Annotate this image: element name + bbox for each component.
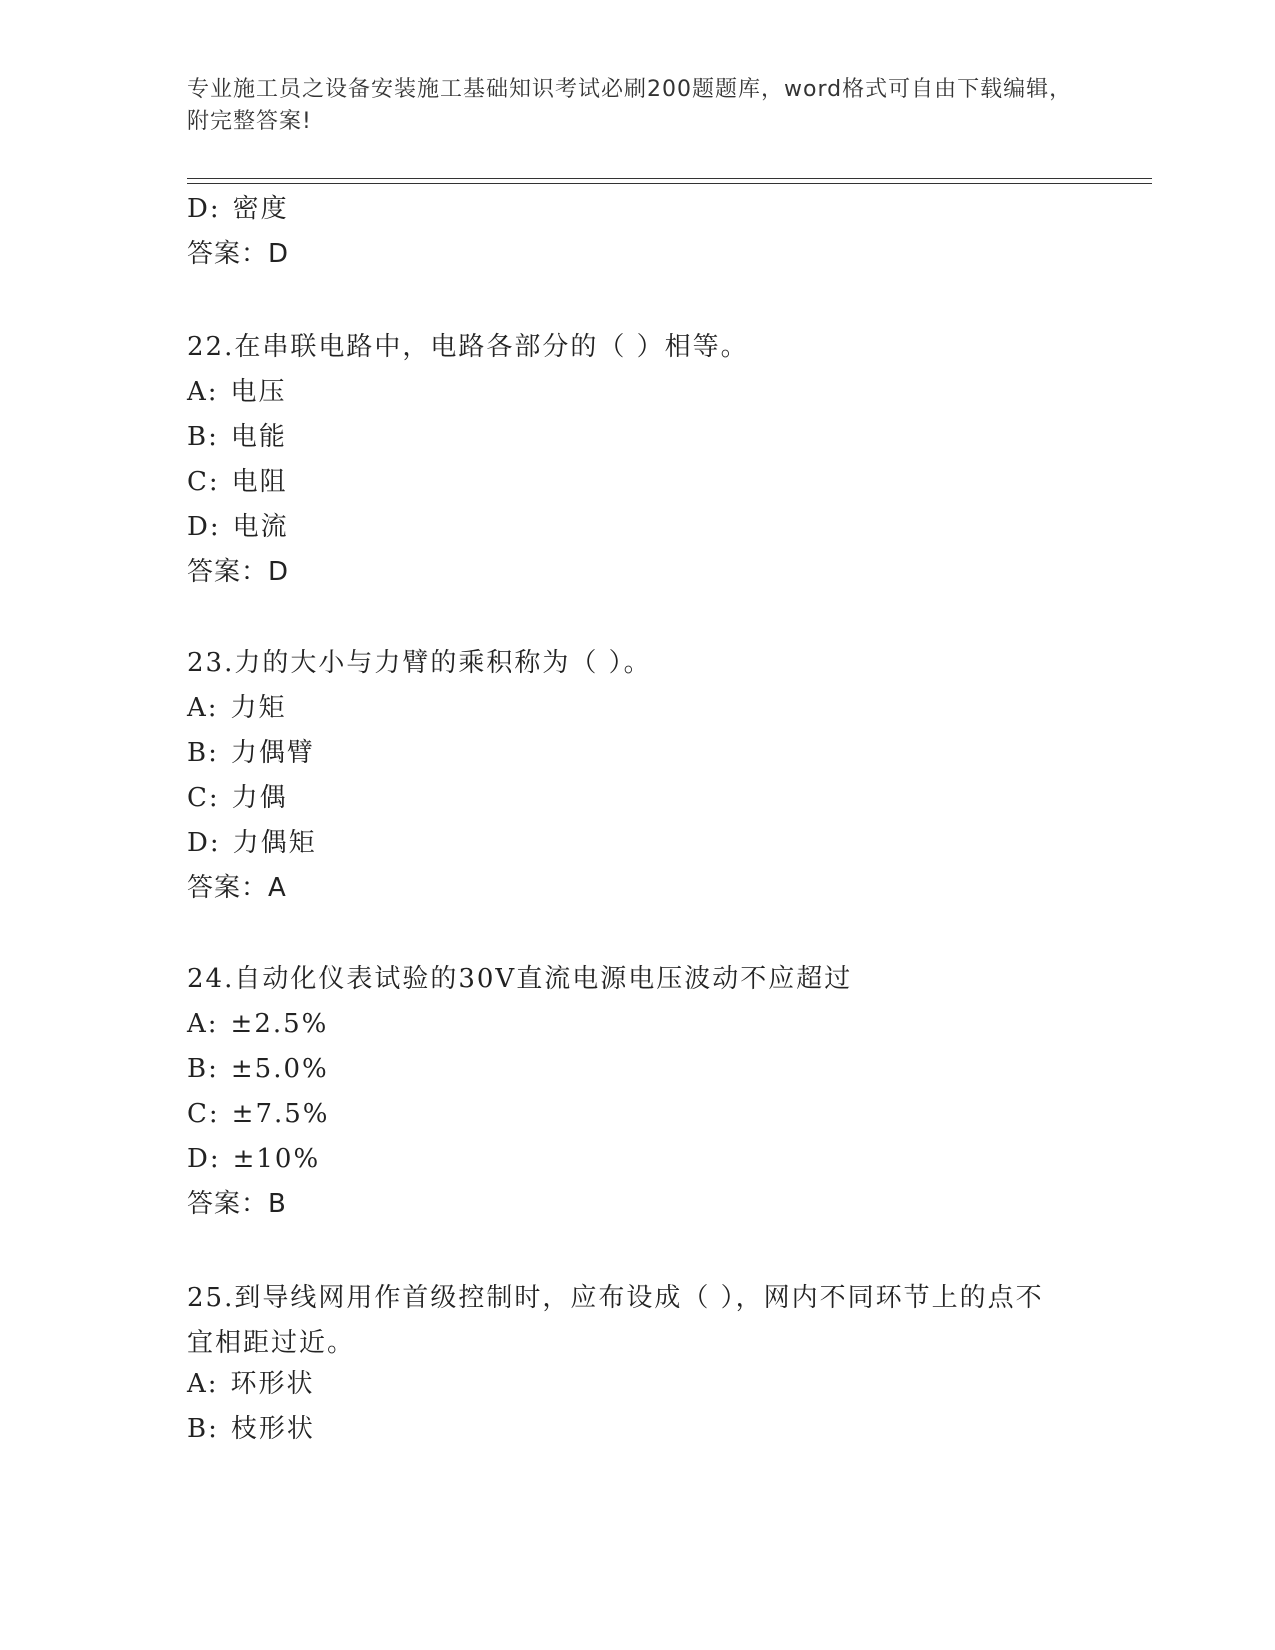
option-b xyxy=(187,1412,315,1446)
option-key: B: xyxy=(187,738,219,768)
option-key: C: xyxy=(187,783,220,813)
question-stem: 22.在串联电路中，电路各部分的（ ）相等。 xyxy=(187,332,749,362)
option-key: B: xyxy=(187,1054,219,1084)
option-text: 电流 xyxy=(232,512,289,542)
answer-line: 答案：D xyxy=(187,557,290,587)
document-header: 专业施工员之设备安装施工基础知识考试必刷200题题库，word格式可自由下载编辑，附完整答案! xyxy=(187,77,1073,134)
option-d xyxy=(187,510,289,544)
option-c xyxy=(187,781,288,815)
option-a xyxy=(187,375,287,409)
answer-line: 答案：A xyxy=(187,873,287,903)
option-c xyxy=(187,465,288,499)
option-text: 密度 xyxy=(232,194,289,224)
option-key: D: xyxy=(187,1144,221,1174)
option-b xyxy=(187,1052,329,1086)
answer-line: 答案：D xyxy=(187,239,290,269)
option-text: ±5.0% xyxy=(230,1054,329,1084)
option-key: A: xyxy=(187,1009,219,1039)
option-key: B: xyxy=(187,1414,219,1444)
option-text: 电阻 xyxy=(231,467,288,497)
option-key: D: xyxy=(187,512,221,542)
header-divider-top xyxy=(187,178,1152,179)
option-text: 力偶臂 xyxy=(230,738,315,768)
option-text: ±7.5% xyxy=(231,1099,330,1129)
option-key: A: xyxy=(187,377,219,407)
option-key: B: xyxy=(187,422,219,452)
question-stem: 24.自动化仪表试验的30V直流电源电压波动不应超过 xyxy=(187,964,853,994)
question-stem: 25.到导线网用作首级控制时，应布设成（ ），网内不同环节上的点不宜相距过近。 xyxy=(187,1283,1044,1358)
option-text: 电压 xyxy=(230,377,287,407)
answer-line: 答案：B xyxy=(187,1189,287,1219)
option-key: A: xyxy=(187,1369,219,1399)
option-d xyxy=(187,192,289,226)
header-divider-bottom xyxy=(187,183,1152,184)
option-a xyxy=(187,691,287,725)
option-a xyxy=(187,1007,328,1041)
option-d xyxy=(187,826,317,860)
option-key: D: xyxy=(187,194,221,224)
option-text: 电能 xyxy=(230,422,287,452)
option-text: ±10% xyxy=(232,1144,321,1174)
option-key: C: xyxy=(187,467,220,497)
option-text: ±2.5% xyxy=(230,1009,329,1039)
option-text: 枝形状 xyxy=(230,1414,315,1444)
option-b xyxy=(187,736,315,770)
option-a xyxy=(187,1367,315,1401)
option-text: 力偶 xyxy=(231,783,288,813)
option-c xyxy=(187,1097,330,1131)
option-key: C: xyxy=(187,1099,220,1129)
option-text: 力偶矩 xyxy=(232,828,317,858)
option-b xyxy=(187,420,287,454)
option-d xyxy=(187,1142,320,1176)
option-text: 力矩 xyxy=(230,693,287,723)
option-text: 环形状 xyxy=(230,1369,315,1399)
option-key: A: xyxy=(187,693,219,723)
question-stem: 23.力的大小与力臂的乘积称为（ ）。 xyxy=(187,648,652,678)
option-key: D: xyxy=(187,828,221,858)
